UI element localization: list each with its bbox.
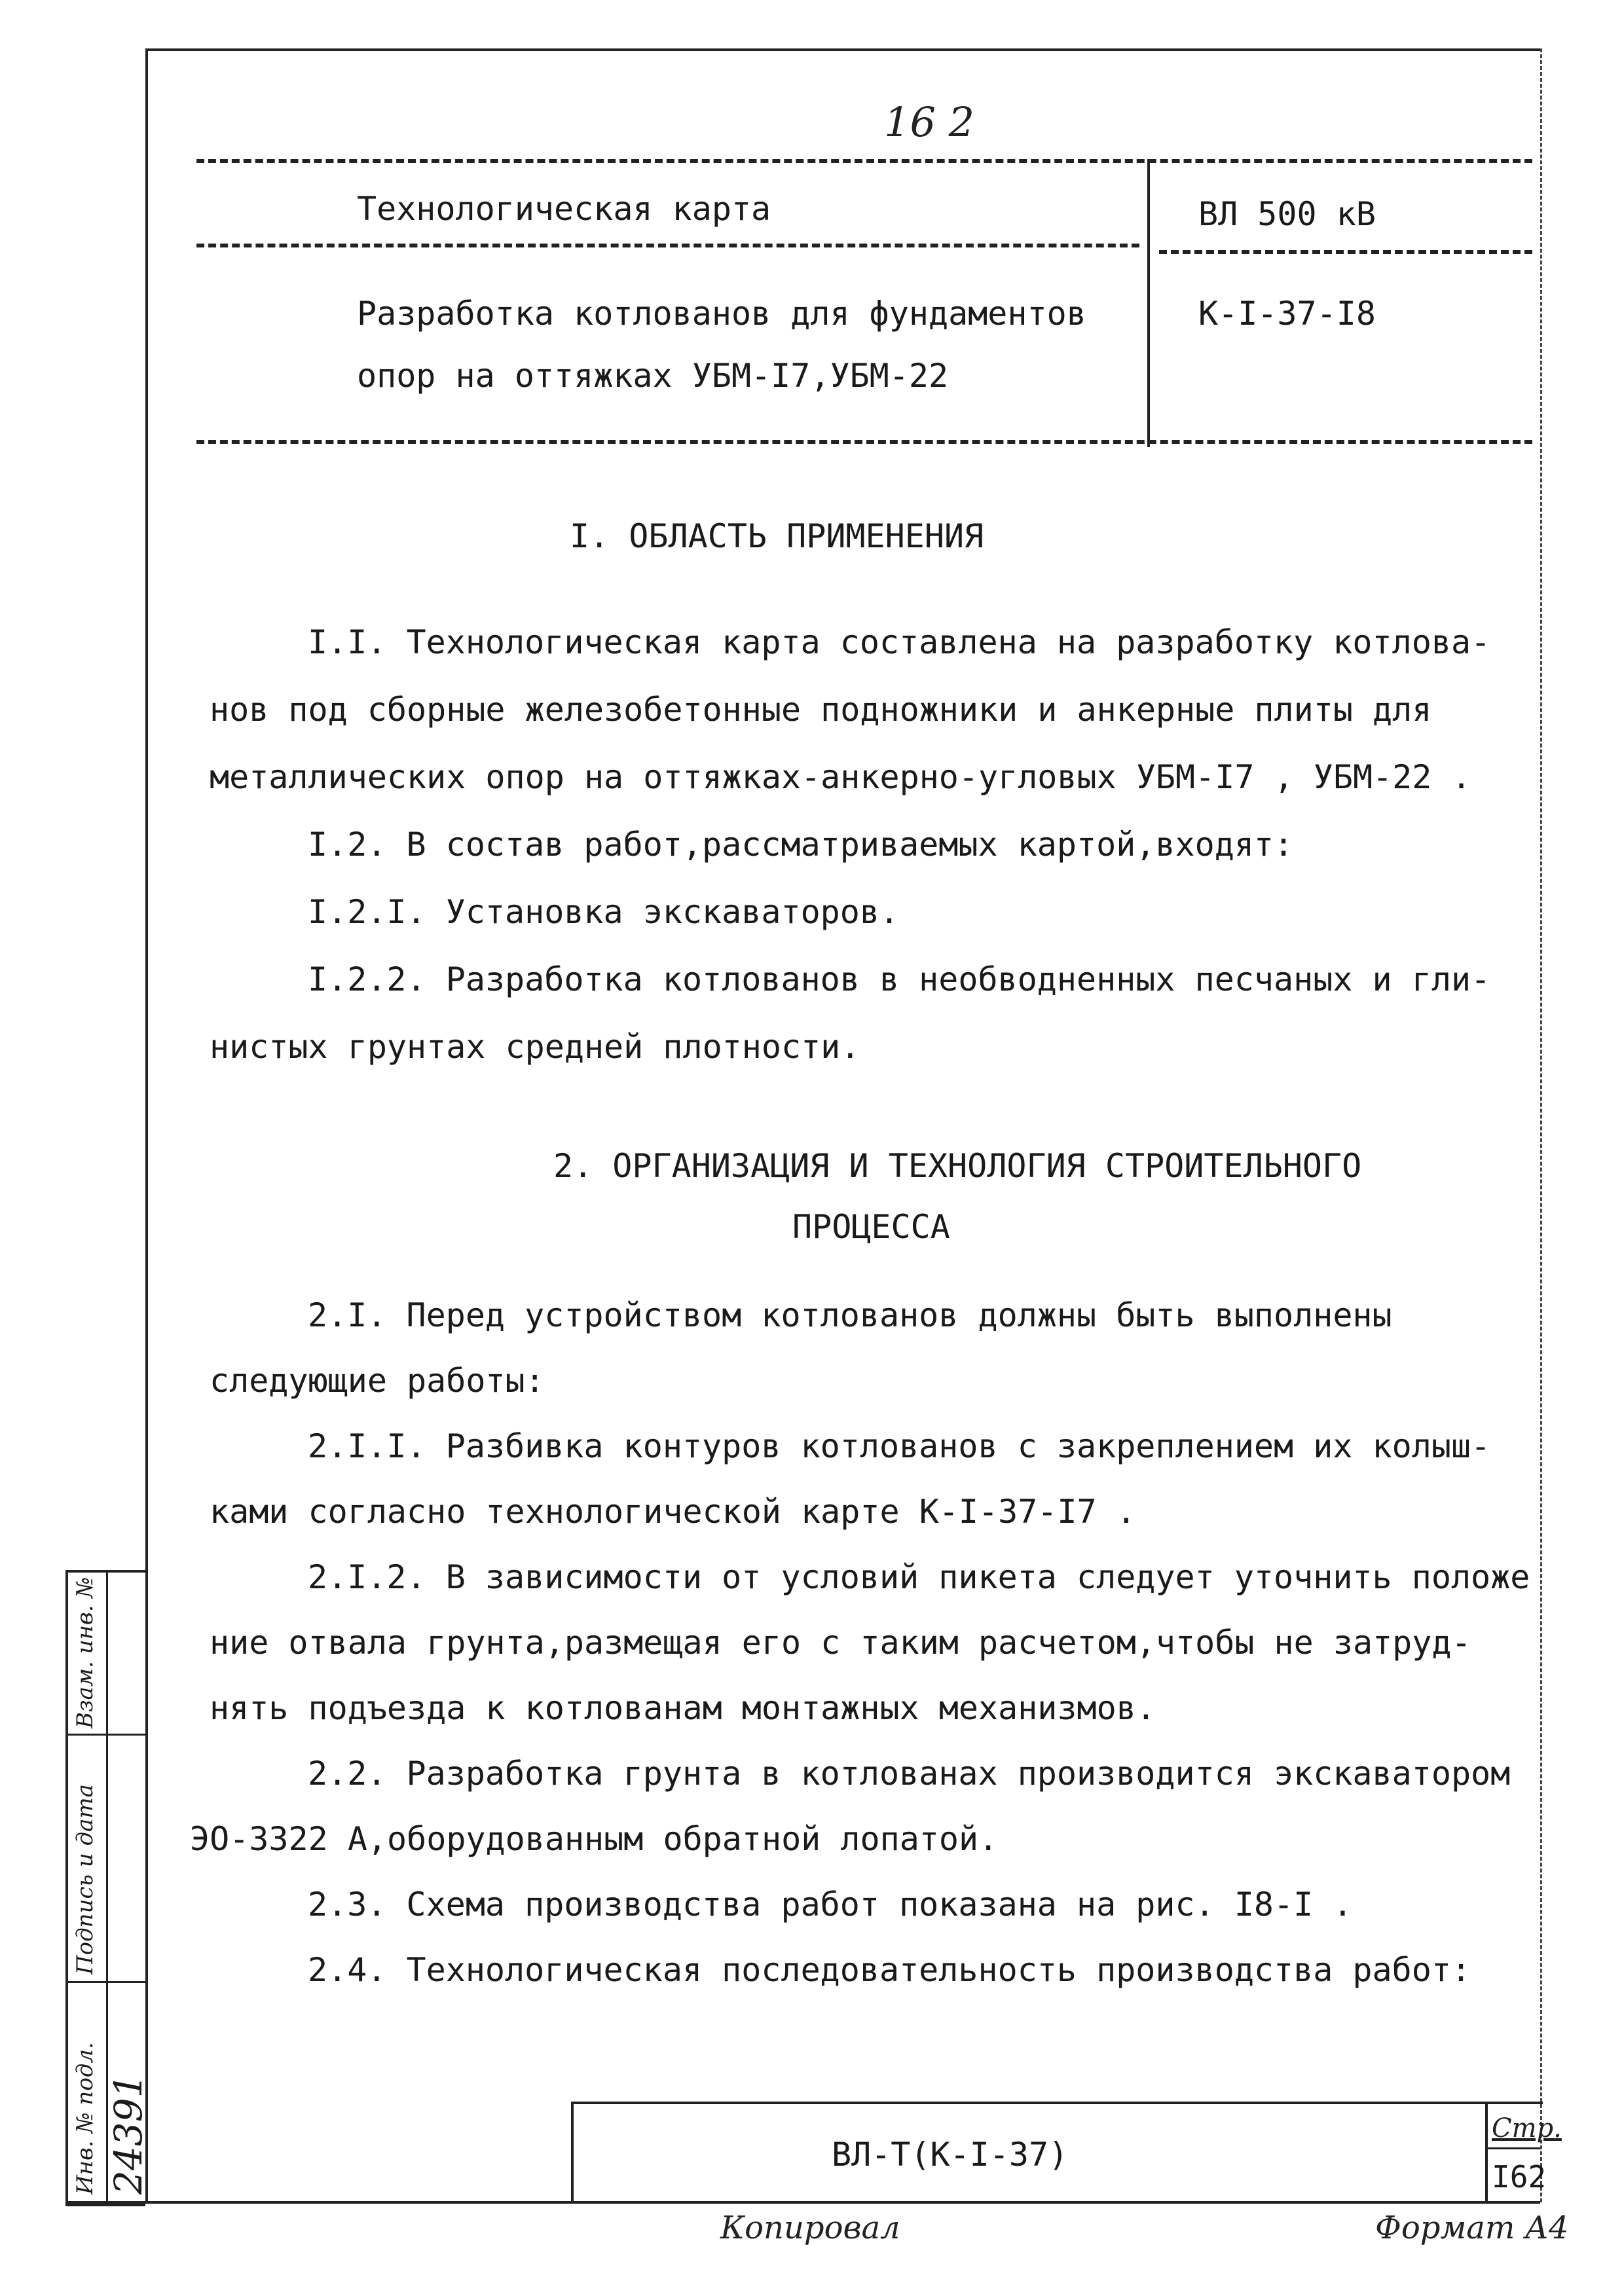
title-block-sheet-label: Стр. (1492, 2113, 1562, 2143)
section2-line: нять подъезда к котлованам монтажных механизмов. (210, 1689, 1156, 1727)
section1-line: I.I. Технологическая карта составлена на разработку котлова- (308, 623, 1491, 661)
section2-line: ЭО-3322 А,оборудованным обратной лопатой. (190, 1820, 999, 1858)
section2-line: 2.I. Перед устройством котлованов должны быть выполнены (308, 1296, 1392, 1334)
section1-line: нов под сборные железобетонные подножники и анкерные плиты для (210, 691, 1432, 729)
header-divider-mid-left (196, 244, 1139, 247)
frame-top-border (145, 48, 1540, 51)
section1-line: I.2.2. Разработка котлованов в необводненных песчаных и гли- (308, 960, 1491, 998)
header-divider-mid-right (1159, 250, 1532, 254)
section1-heading: I. ОБЛАСТЬ ПРИМЕНЕНИЯ (570, 517, 984, 555)
section2-line: 2.I.I. Разбивка контуров котлованов с закреплением их колыш- (308, 1427, 1491, 1465)
card-label: Технологическая карта (357, 190, 771, 228)
header-divider-bottom (196, 440, 1532, 444)
section1-line: I.2. В состав работ,рассматриваемых картой,входят: (308, 826, 1294, 864)
footer-copied-by: Копировал (720, 2210, 900, 2246)
section2-line: 2.3. Схема производства работ показана на рис. I8-I . (308, 1886, 1353, 1923)
side-stamp-row-divider (68, 1734, 145, 1736)
title-block-sheet-divider (1485, 2147, 1540, 2149)
card-code: К-I-37-I8 (1198, 295, 1376, 333)
inv-podl-value: 24391 (106, 2073, 151, 2195)
section2-line: 2.4. Технологическая последовательность производства работ: (308, 1951, 1471, 1989)
section2-line: ками согласно технологической карте К-I-37-I7 . (210, 1493, 1136, 1531)
card-title-line1: Разработка котлованов для фундаментов (357, 295, 1086, 333)
title-block-divider (1485, 2102, 1488, 2201)
side-stamp (65, 1570, 151, 2206)
page-number-handwritten: 16 2 (884, 98, 975, 146)
frame-left-border (145, 48, 148, 2202)
section2-line: ние отвала грунта,размещая его с таким расчетом,чтобы не затруд- (210, 1624, 1471, 1662)
section2-line: 2.2. Разработка грунта в котлованах производится экскаватором (308, 1755, 1511, 1793)
footer-format: Формат А4 (1375, 2210, 1569, 2246)
title-block-sheet-number: I62 (1492, 2159, 1547, 2195)
section1-line: металлических опор на оттяжках-анкерно-угловых УБМ-I7 , УБМ-22 . (210, 758, 1471, 796)
header-vertical-divider (1147, 159, 1150, 447)
section2-line: 2.I.2. В зависимости от условий пикета следует уточнить положе (308, 1558, 1530, 1596)
frame-right-border (1540, 48, 1542, 2202)
section2-heading-line1: 2. ОРГАНИЗАЦИЯ И ТЕХНОЛОГИЯ СТРОИТЕЛЬНОГО (553, 1147, 1362, 1185)
inv-podl-label: Инв. № подл. (72, 2042, 98, 2195)
sign-date-label: Подпись и дата (72, 1784, 98, 1975)
section1-line: нистых грунтах средней плотности. (210, 1028, 860, 1066)
section2-heading-line2: ПРОЦЕССА (792, 1208, 950, 1246)
side-stamp-row-divider (68, 1981, 145, 1983)
header-divider-top (196, 159, 1532, 163)
title-block-doc-code: ВЛ-Т(К-I-37) (832, 2136, 1069, 2174)
vzam-inv-label: Взам. инв. № (72, 1576, 98, 1728)
section2-line: следующие работы: (210, 1362, 545, 1400)
voltage-label: ВЛ 500 кВ (1198, 195, 1376, 233)
section1-line: I.2.I. Установка экскаваторов. (308, 893, 900, 931)
card-title-line2: опор на оттяжках УБМ-І7,УБМ-22 (357, 357, 949, 395)
